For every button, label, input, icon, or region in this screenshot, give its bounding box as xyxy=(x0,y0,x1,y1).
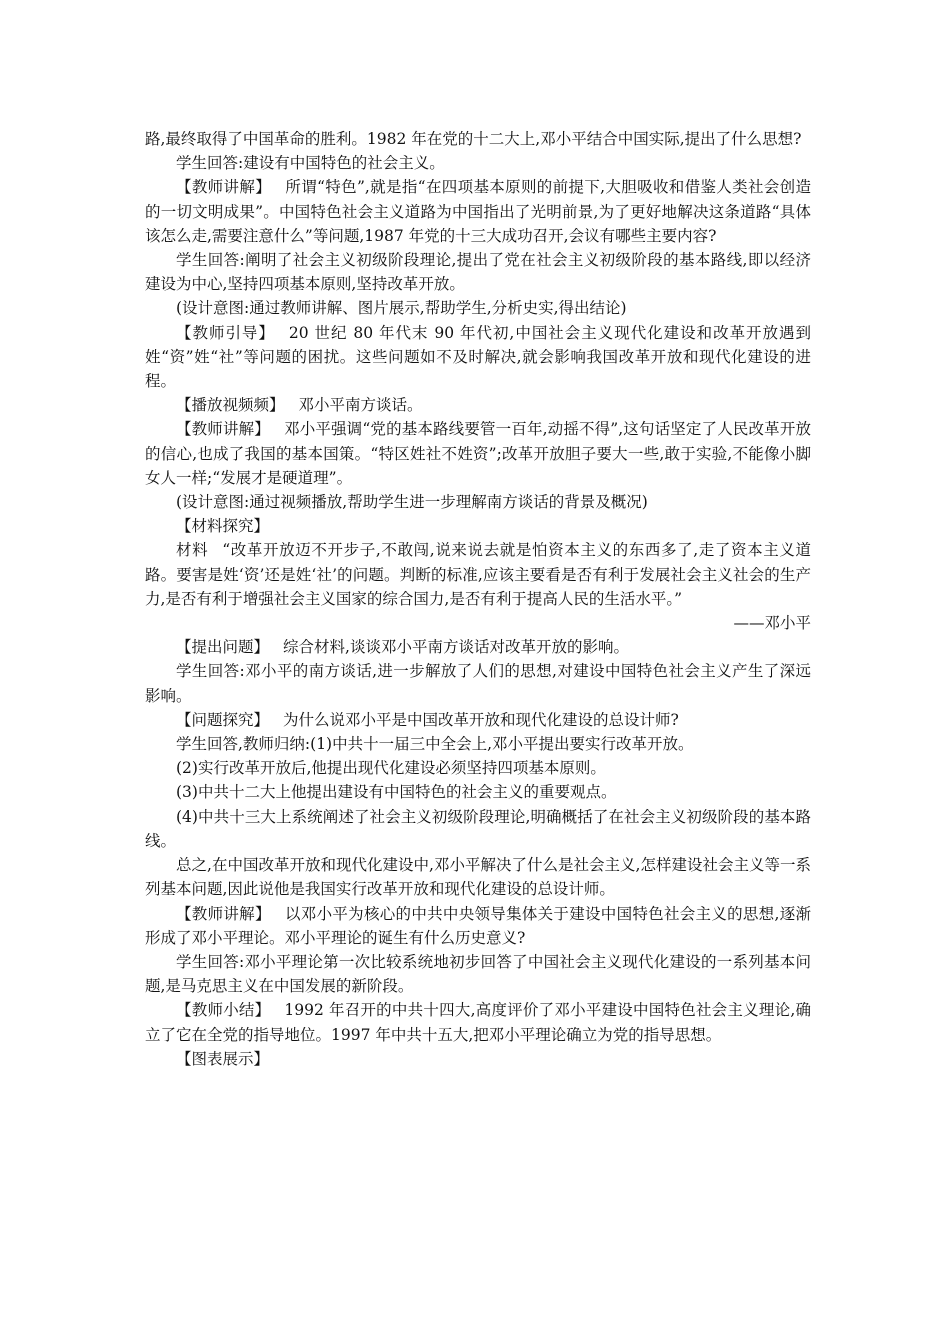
paragraph-text: 以邓小平为核心的中共中央领导集体关于建设中国特色社会主义的思想,逐渐形成了邓小平理论。邓小平理论的诞生有什么历史意义? xyxy=(145,904,811,947)
section-tag: 【教师引导】 xyxy=(176,323,275,342)
paragraph-text: 总之,在中国改革开放和现代化建设中,邓小平解决了什么是社会主义,怎样建设社会主义等一系列基本问题,因此说他是我国实行改革开放和现代化建设的总设计师。 xyxy=(145,856,811,899)
paragraph-text: “改革开放迈不开步子,不敢闯,说来说去就是怕资本主义的东西多了,走了资本主义道路。要害是姓‘资’还是姓‘社’的问题。判断的标准,应该主要看是否有利于发展社会主义社会的生产力,是否有利于增强社会主义国家的综合国力,是否有利于提高人民的生活水平。” xyxy=(145,541,811,608)
paragraph-text: 综合材料,谈谈邓小平南方谈话对改革开放的影响。 xyxy=(283,638,629,657)
paragraph-text: 为什么说邓小平是中国改革开放和现代化建设的总设计师? xyxy=(283,710,679,729)
paragraph xyxy=(145,732,811,756)
paragraph-text: 学生回答,教师归纳:(1)中共十一届三中全会上,邓小平提出要实行改革开放。 xyxy=(176,735,694,754)
paragraph-text: 20 世纪 80 年代末 90 年代初,中国社会主义现代化建设和改革开放遇到姓“资”姓“社”等问题的困扰。这些问题如不及时解决,就会影响我国改革开放和现代化建设的进程。 xyxy=(145,323,811,391)
paragraph xyxy=(145,538,811,611)
paragraph-text: 学生回答:邓小平理论第一次比较系统地初步回答了中国社会主义现代化建设的一系列基本问题,是马克思主义在中国发展的新阶段。 xyxy=(145,952,811,996)
paragraph xyxy=(145,756,811,780)
paragraph-text: 邓小平强调“党的基本路线要管一百年,动摇不得”,这句话坚定了人民改革开放的信心,也成了我国的基本国策。“特区姓社不姓资”;改革开放胆子要大一些,敢于实验,不能像小脚女人一样;“发展才是硬道理”。 xyxy=(145,420,811,487)
paragraph-text: 邓小平南方谈话。 xyxy=(298,396,423,415)
paragraph xyxy=(145,611,811,635)
section-tag: 【教师讲解】 xyxy=(176,904,271,923)
paragraph-text: 学生回答:阐明了社会主义初级阶段理论,提出了党在社会主义初级阶段的基本路线,即以经济建设为中心,坚持四项基本原则,坚持改革开放。 xyxy=(145,251,811,294)
paragraph xyxy=(145,902,811,950)
paragraph xyxy=(145,127,811,151)
paragraph xyxy=(145,393,811,417)
paragraph xyxy=(145,708,811,732)
paragraph-text: 1992 年召开的中共十四大,高度评价了邓小平建设中国特色社会主义理论,确立了它在全党的指导地位。1997 年中共十五大,把邓小平理论确立为党的指导思想。 xyxy=(145,1001,811,1044)
paragraph xyxy=(145,490,811,514)
paragraph xyxy=(145,514,811,538)
section-tag: 【教师讲解】 xyxy=(176,178,272,197)
paragraph-text: (2)实行改革开放后,他提出现代化建设必须坚持四项基本原则。 xyxy=(176,759,606,778)
paragraph-text: (4)中共十三大上系统阐述了社会主义初级阶段理论,明确概括了在社会主义初级阶段的基本路线。 xyxy=(145,807,811,850)
paragraph xyxy=(145,950,811,998)
paragraph-text: 所谓“特色”,就是指“在四项基本原则的前提下,大胆吸收和借鉴人类社会创造的一切文明成果”。中国特色社会主义道路为中国指出了光明前景,为了更好地解决这条道路“具体该怎么走,需要注意什么”等问题,1987 年党的十三大成功召开,会议有哪些主要内容? xyxy=(145,178,811,245)
paragraph xyxy=(145,805,811,853)
paragraph xyxy=(145,321,811,394)
paragraph-text: (3)中共十二大上他提出建设有中国特色的社会主义的重要观点。 xyxy=(176,783,617,802)
paragraph-text: ——邓小平 xyxy=(733,614,811,633)
paragraph xyxy=(145,780,811,804)
section-tag: 【问题探究】 xyxy=(176,710,270,729)
paragraph xyxy=(145,1047,811,1071)
paragraph xyxy=(145,635,811,659)
paragraph xyxy=(145,998,811,1046)
paragraph xyxy=(145,175,811,248)
section-tag: 【提出问题】 xyxy=(176,638,270,657)
paragraph xyxy=(145,296,811,320)
section-tag: 【教师讲解】 xyxy=(176,420,270,439)
paragraph xyxy=(145,659,811,707)
paragraph-text: 学生回答:邓小平的南方谈话,进一步解放了人们的思想,对建设中国特色社会主义产生了深远影响。 xyxy=(145,662,811,705)
paragraph xyxy=(145,151,811,175)
paragraph-text: (设计意图:通过教师讲解、图片展示,帮助学生,分析史实,得出结论) xyxy=(176,299,627,318)
paragraph xyxy=(145,417,811,490)
section-tag: 【图表展示】 xyxy=(176,1049,270,1068)
section-tag: 【教师小结】 xyxy=(176,1001,271,1020)
paragraph-text: 路,最终取得了中国革命的胜利。1982 年在党的十二大上,邓小平结合中国实际,提出了什么思想? xyxy=(145,130,802,148)
section-tag: 【材料探究】 xyxy=(176,517,270,536)
document-body xyxy=(145,127,811,1071)
paragraph-text: (设计意图:通过视频播放,帮助学生进一步理解南方谈话的背景及概况) xyxy=(176,493,648,512)
paragraph xyxy=(145,248,811,296)
section-tag: 【播放视频频】 xyxy=(176,396,285,415)
paragraph xyxy=(145,853,811,901)
paragraph-text: 学生回答:建设有中国特色的社会主义。 xyxy=(176,154,445,173)
section-tag: 材料 xyxy=(176,541,209,560)
